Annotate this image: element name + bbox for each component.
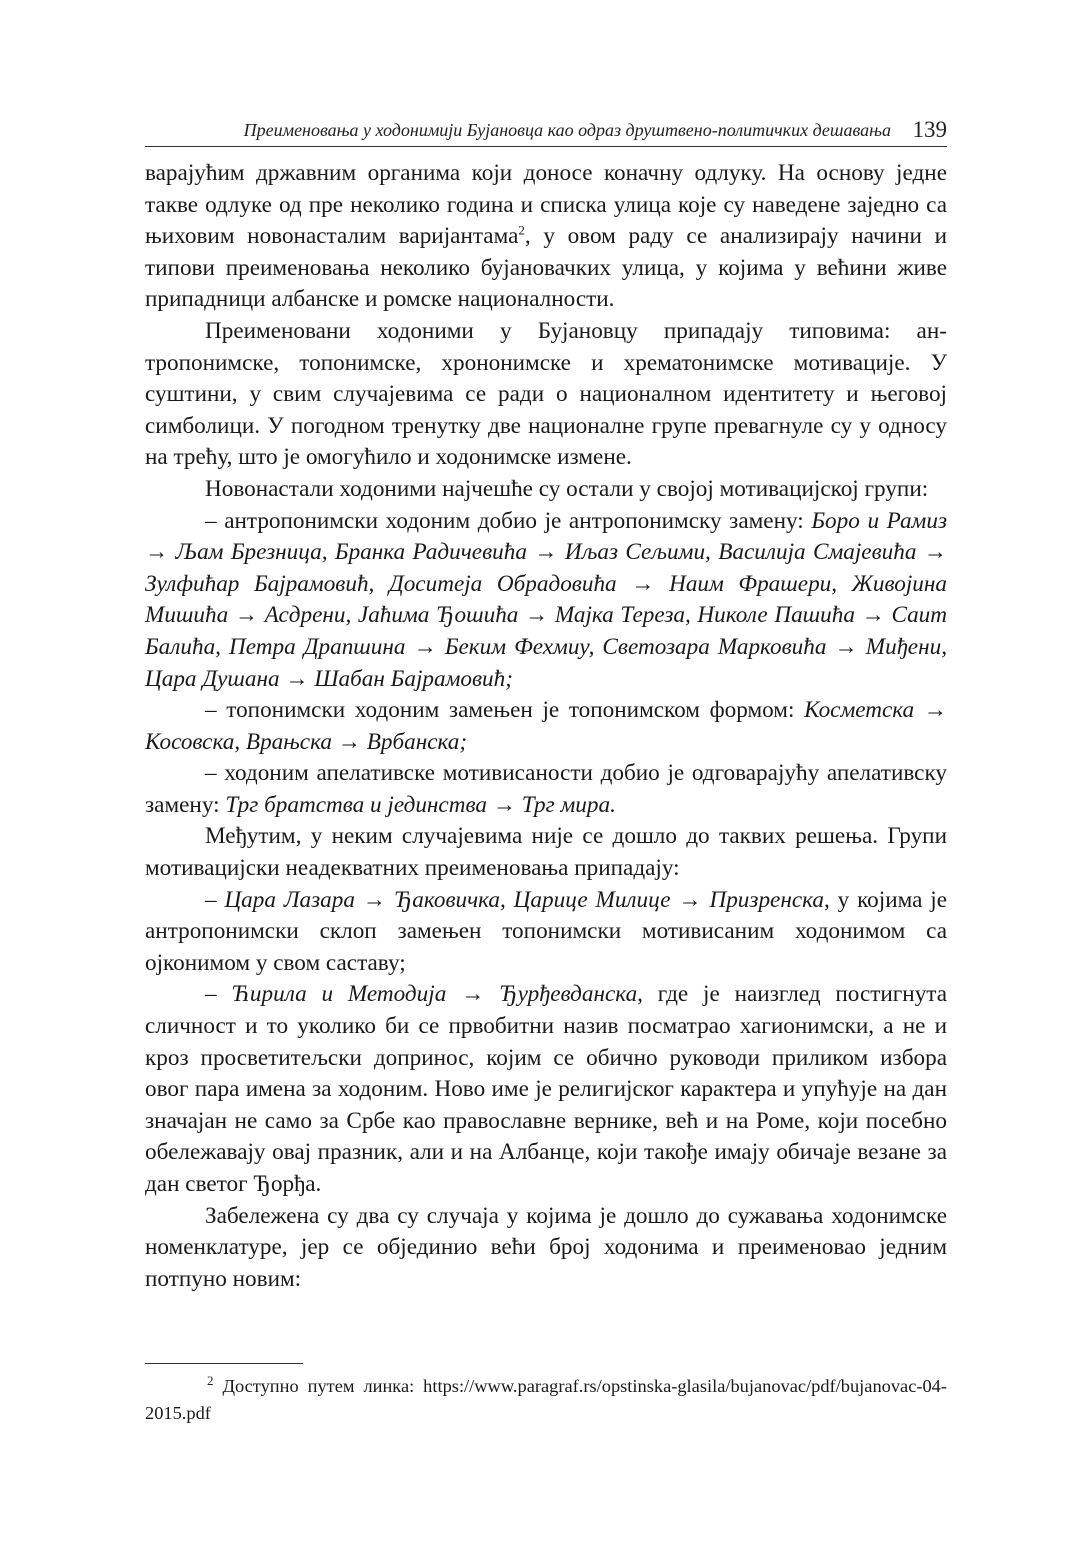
- list-item-examples: Косметска → Косовска, Врањска → Врбанска;: [145, 697, 947, 755]
- list-item-examples: Боро и Рамиз → Љам Брезница, Бранка Радичевића → Иљаз Сељими, Василија Смајевића → Зулфићар Бајрамовић, Доситеја Обрадовића → Наим Фрашери, Живојина Мишића → Асдрени, Јаћима Ђошића → Мајка Тереза, Николе Пашића → Саит Балића, Петра Драпшина → Беким Фехмиу, Светозара Марковића → Миђени, Цара Душана → Шабан Бајрамовић;: [145, 507, 947, 692]
- running-header: [145, 116, 947, 147]
- footnote-2: [145, 1373, 947, 1427]
- paragraph-3: Новонастали ходоними најчешће су остали у својој мотивацијској групи:: [205, 475, 929, 502]
- list-item-examples: – Ћирила и Методија → Ђурђевданска: [205, 981, 638, 1008]
- list-item-tsar-lazar: [145, 885, 947, 980]
- footnote-divider: [145, 1363, 303, 1364]
- list-item-rest: , где је наизглед постигнута сличност и то уколико би се првобитни назив посматрао хагионимски, а не и кроз просветитељски допринос, којим се обично руководи приликом избора овог пара имена за ходоним. Ново име је религијског карактера и упућује на дан значајан не само за Србе као православне вернике, већ и на Роме, који посебно обележавају овај празник, али и на Албанце, који такође имају обичаје везане за дан светог Ђорђа.: [145, 981, 947, 1197]
- paragraph-1-text: варајућим државним органима који доносе коначну одлуку. На основу једне такве одлуке од пре неколико година и списка улица које су наведене заједно са њиховим новонасталим варијантама: [145, 160, 947, 250]
- list-item-rest: , у којима је антропонимски склоп замењен топонимски мотивисаним ходонимом са ојконимом у свом саставу;: [145, 886, 948, 976]
- list-item-examples: – Цара Лазара → Ђаковичка, Царице Милице → Призренска: [205, 886, 824, 913]
- footnote-number: 2: [207, 1372, 214, 1388]
- list-item-toponymic: [145, 695, 947, 758]
- paragraph-1: [145, 158, 947, 316]
- paragraph-2: Преименовани ходоними у Бујановцу припадају типовима: антропонимске, топонимске, хрононимске и хрематонимске мотивације. У суштини, у свим случајевима се ради о националном идентитету и његовој симболици. У погодном тренутку две националне групе превагнуле су у односу на трећу, што је омогућило и ходонимске измене.: [145, 317, 947, 471]
- list-item-lead: – ходоним апелативске мотивисаности добио је одговарајућу апелативску замену:: [145, 760, 947, 818]
- paragraph-7: Међутим, у неким случајевима није се дошло до таквих решења. Групи мотивацијски неадекватних преименовања припадају:: [145, 823, 947, 882]
- footnote-text: Доступно путем линка: https://www.paragraf.rs/opstinska-glasila/bujanovac/pdf/bujanovac-04-2015.pdf: [145, 1376, 947, 1423]
- running-title: Преименовања у ходонимији Бујановца као одраз друштвено-политичких дешавања: [243, 120, 891, 140]
- paragraph-1-rest: , у овом раду се анализирају начини и типови преименовања неколико бујановачких улица, у којима у већини живе припадници албанске и ромске националности.: [145, 223, 947, 313]
- footnote: [145, 1373, 947, 1427]
- list-item-lead: – топонимски ходоним замењен је топонимском формом:: [205, 697, 805, 724]
- list-item-cyril-methodius: [145, 979, 947, 1200]
- body-text: [145, 158, 947, 1295]
- list-item-appellative: [145, 758, 947, 821]
- footnote-ref: 2: [518, 222, 525, 238]
- page-number: 139: [912, 117, 947, 142]
- list-item-anthroponymic: [145, 506, 947, 696]
- paragraph-10: Забележена су два су случаја у којима је дошло до сужавања ходонимске номенклатуре, јер се објединио већи број ходонима и преименовао једним потпуно новим:: [145, 1202, 947, 1292]
- list-item-examples: Трг братства и јединства → Трг мира.: [225, 791, 616, 818]
- list-item-lead: – антропонимски ходоним добио је антропонимску замену:: [205, 507, 812, 534]
